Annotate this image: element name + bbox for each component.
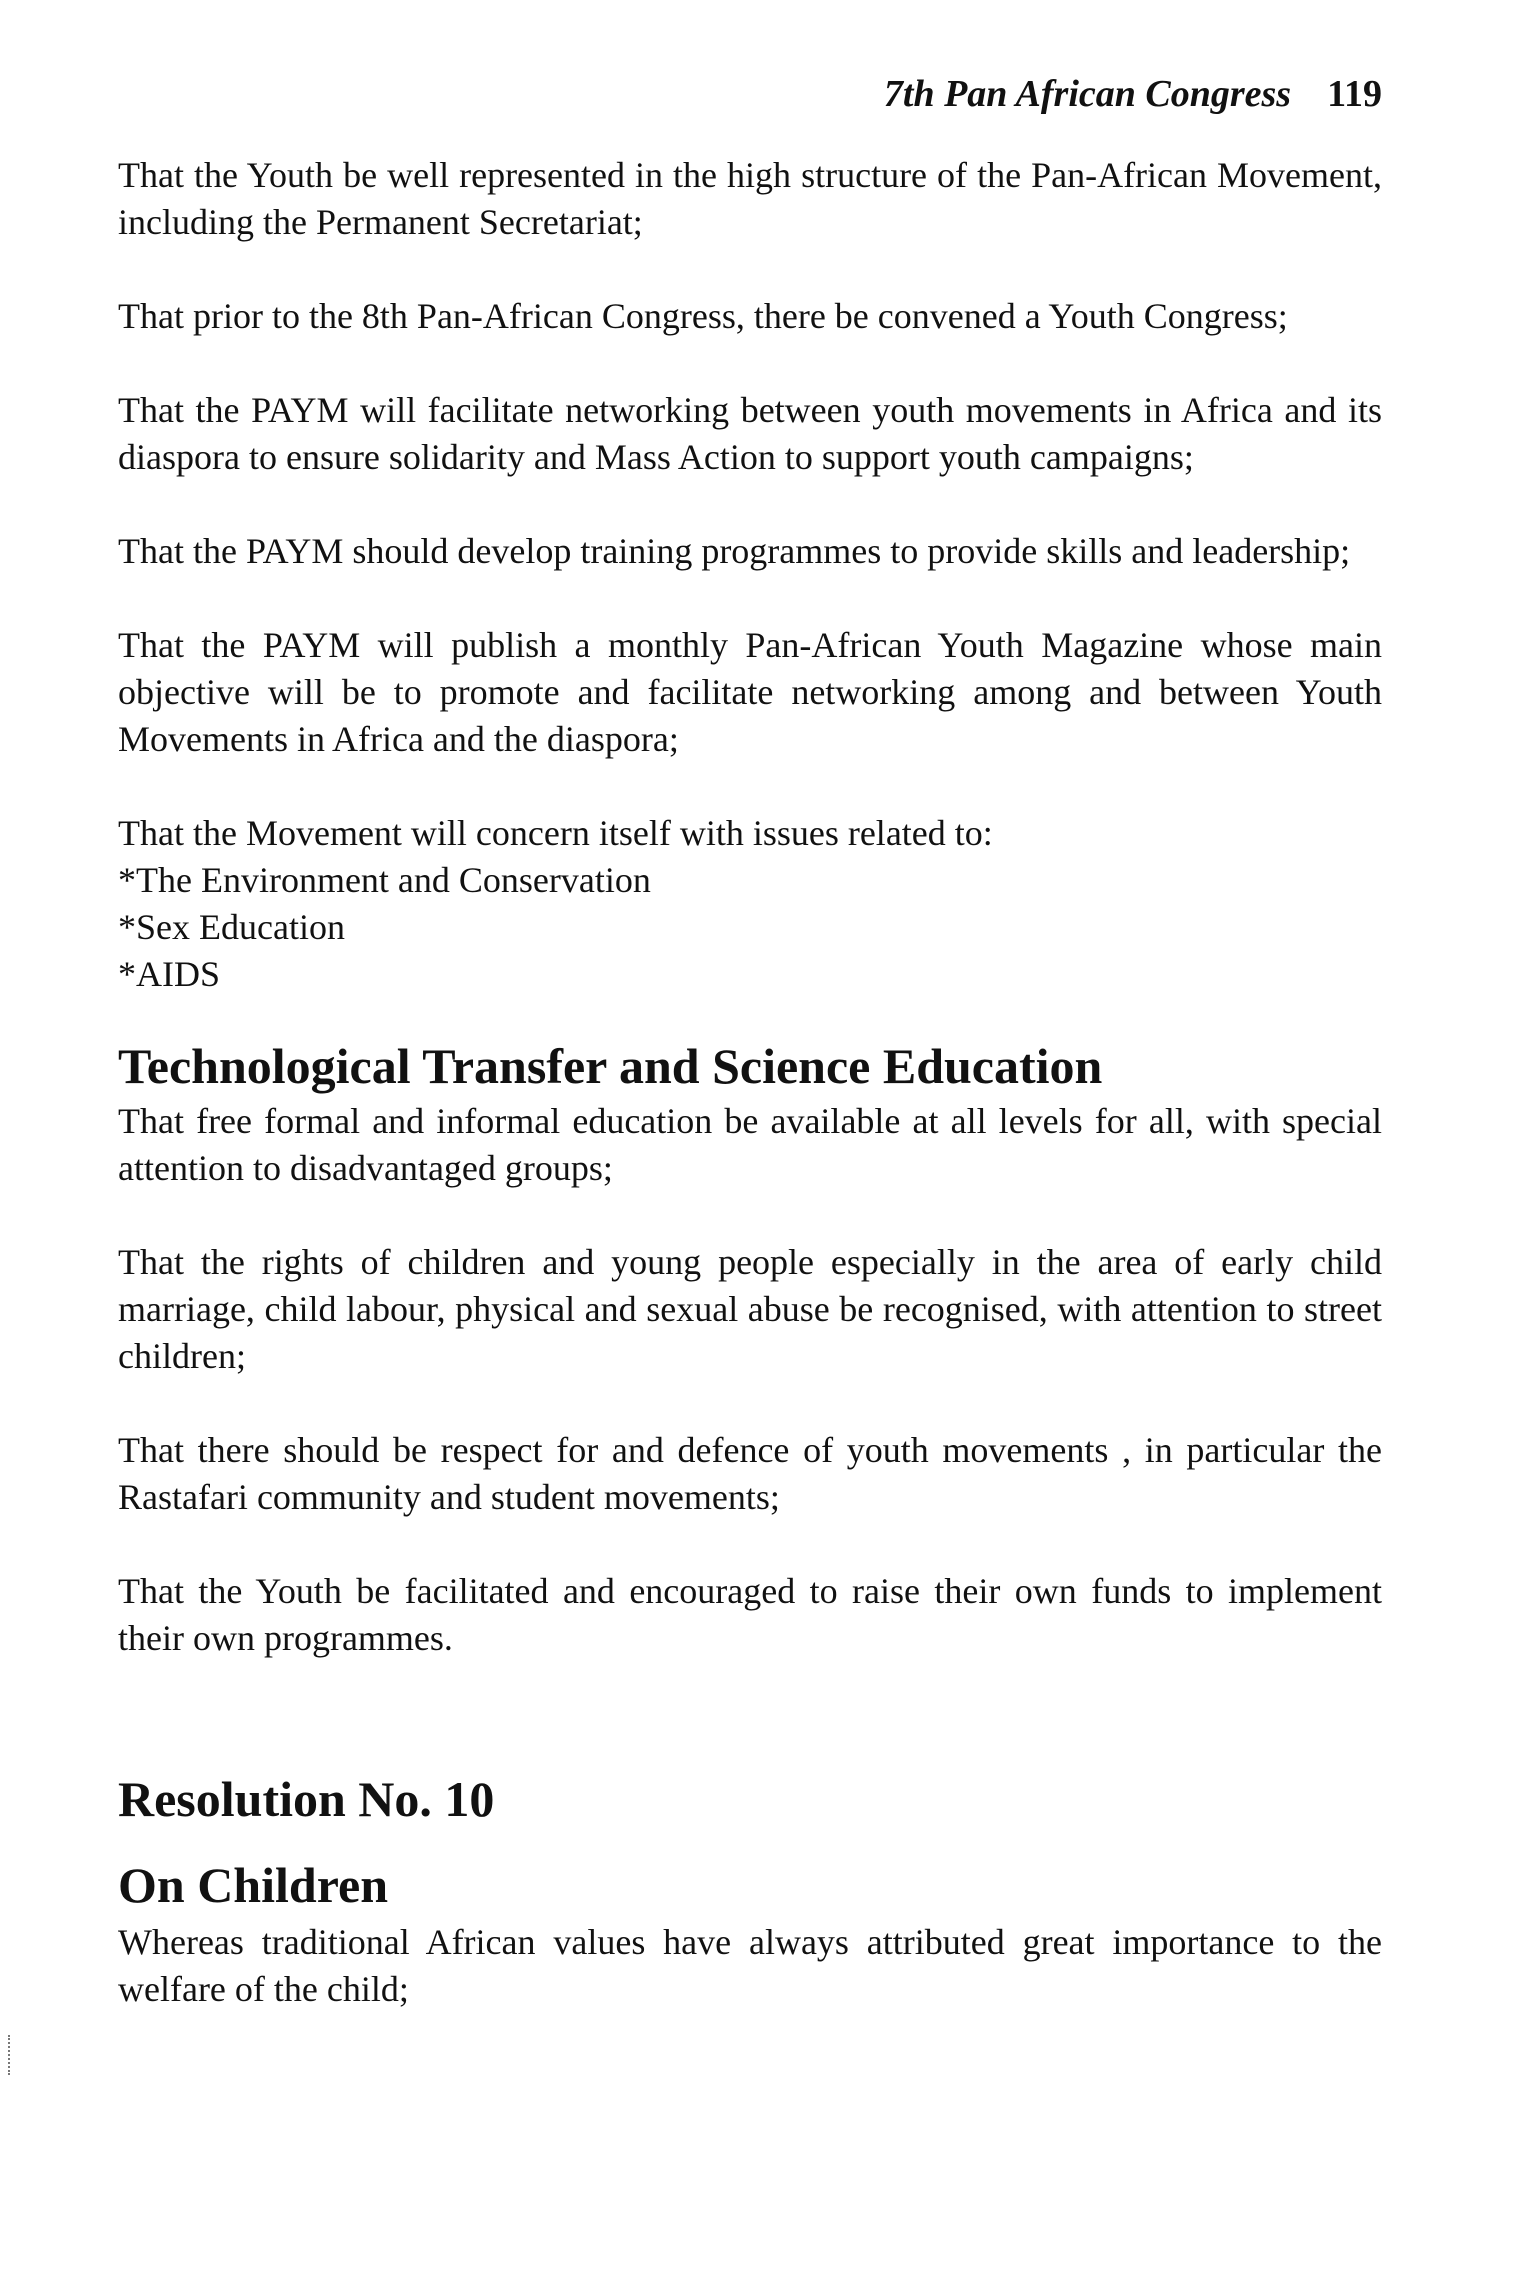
concern-item: *Sex Education xyxy=(118,907,345,947)
youth-paragraph: That the Youth be well represented in the high structure of the Pan-African Movement, including the Permanent Secretariat; xyxy=(118,155,1382,242)
resolution-subject-heading: On Children xyxy=(118,1857,388,1913)
page-body xyxy=(118,152,1382,2060)
youth-paragraph: That the PAYM will publish a monthly Pan-African Youth Magazine whose main objective will be to promote and facilitate networking among and between Youth Movements in Africa and the diaspora; xyxy=(118,625,1382,759)
technology-paragraph: That the rights of children and young people especially in the area of early child marriage, child labour, physical and sexual abuse be recognised, with attention to street children; xyxy=(118,1242,1382,1376)
youth-paragraph: That prior to the 8th Pan-African Congress, there be convened a Youth Congress; xyxy=(118,296,1288,336)
running-header xyxy=(884,72,1382,116)
concerns-intro: That the Movement will concern itself with issues related to: xyxy=(118,813,993,853)
resolution-paragraph: Whereas traditional African values have always attributed great importance to the welfare of the child; xyxy=(118,1922,1382,2009)
section-heading: Technological Transfer and Science Education xyxy=(118,1038,1103,1094)
running-title: 7th Pan African Congress xyxy=(883,73,1292,115)
technology-paragraph: That free formal and informal education be available at all levels for all, with special attention to disadvantaged groups; xyxy=(118,1101,1382,1188)
scan-margin-mark xyxy=(8,2035,13,2075)
concerns-list xyxy=(118,810,1382,998)
technology-paragraph: That there should be respect for and defence of youth movements , in particular the Rastafari community and student movements; xyxy=(118,1430,1382,1517)
page-number: 119 xyxy=(1327,73,1382,115)
technology-paragraph: That the Youth be facilitated and encouraged to raise their own funds to implement their own programmes. xyxy=(118,1571,1382,1658)
section-spacer xyxy=(118,1709,1382,1767)
concern-item: *AIDS xyxy=(118,954,221,994)
concern-item: *The Environment and Conservation xyxy=(118,860,651,900)
youth-paragraph: That the PAYM will facilitate networking between youth movements in Africa and its diaspora to ensure solidarity and Mass Action to support youth campaigns; xyxy=(118,390,1382,477)
youth-paragraph: That the PAYM should develop training programmes to provide skills and leadership; xyxy=(118,531,1351,571)
resolution-heading: Resolution No. 10 xyxy=(118,1771,495,1827)
